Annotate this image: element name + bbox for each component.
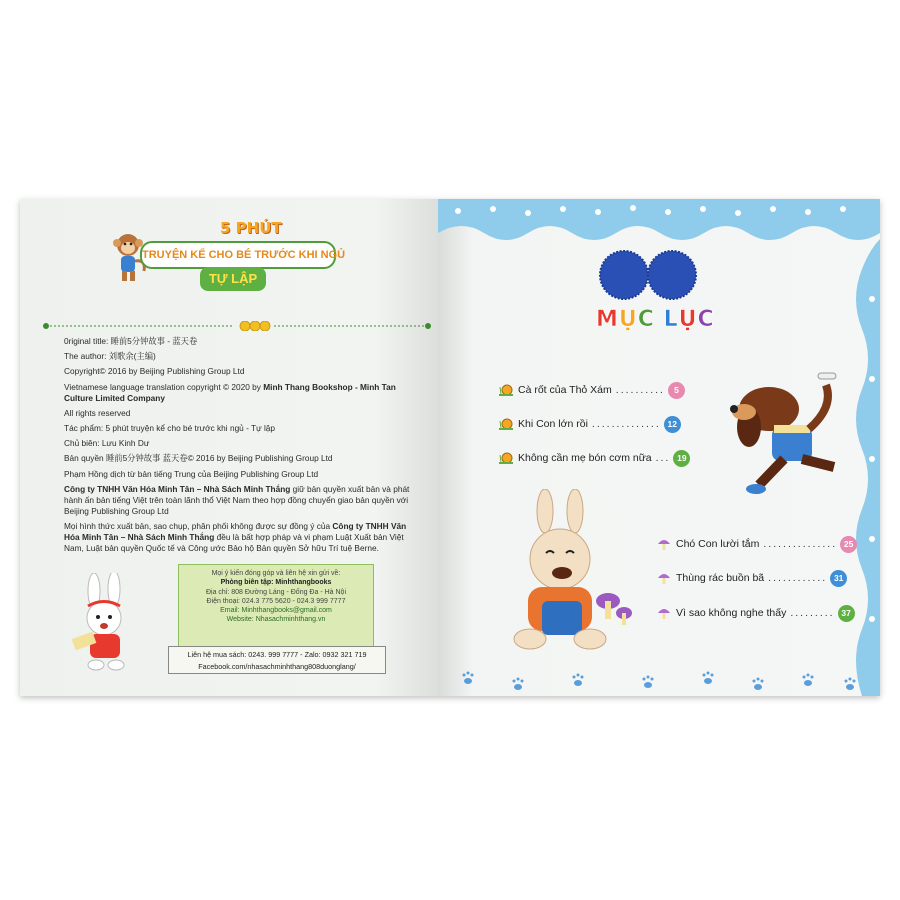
toc-page-number: 25	[840, 536, 857, 553]
contact-box	[178, 564, 374, 655]
toc-leader-dots: ..........	[615, 384, 665, 396]
heading-letter: M	[596, 307, 619, 332]
book-title-logo	[108, 219, 346, 304]
toc-title: Chó Con lười tắm	[676, 538, 760, 550]
chief-editor: Chủ biên: Lưu Kinh Dư	[64, 438, 150, 449]
toc-page-number: 31	[830, 570, 847, 587]
license-text: Công ty TNHH Văn Hóa Minh Tân – Nhà Sách Minh Thắng giữ bản quyền xuất bản và phát hành ấn bản tiếng Việt trên toàn lãnh thổ Việt Nam theo hợp đồng chuyển giao bản quyền với Beijing Publishing Group Ltd	[64, 483, 410, 516]
contact-website: Website: Nhasachminhthang.vn	[226, 616, 326, 624]
copyright-page	[20, 199, 438, 696]
toc-leader-dots: ............	[768, 572, 828, 584]
purchase-box	[168, 646, 386, 674]
heading-letter	[655, 307, 664, 332]
heading-letter: Ụ	[618, 307, 638, 332]
toc-title: Vì sao không nghe thấy	[676, 607, 787, 619]
credit-line: 0riginal title: 睡前5分钟故事 - 蓝天卷	[64, 336, 198, 346]
translator: Phạm Hồng dịch từ bản tiếng Trung của Beijing Publishing Group Ltd	[64, 468, 319, 479]
toc-page-number: 5	[668, 382, 685, 399]
credits-text	[64, 336, 424, 558]
open-book	[20, 199, 880, 696]
warning-text: Mọi hình thức xuất bản, sao chụp, phân phối không được sự đồng ý của Công ty TNHH Văn Hóa Minh Tân – Nhà Sách Minh Thắng đều là bất hợp pháp và vi phạm Luật Xuất bản Việt Nam, Luật bản quyền Quốc tế và Công ước Bảo hộ Bản quyền Sở hữu Trí tuệ Berne.	[64, 520, 407, 553]
toc-page-number: 37	[838, 605, 855, 622]
toc-entry[interactable]	[498, 415, 681, 433]
title-top: 5 PHÚT	[220, 219, 282, 237]
credit-line: The author: 刘歌余(主编)	[64, 351, 156, 362]
toc-title: Không cần mẹ bón cơm nữa	[518, 452, 652, 464]
facebook-link: Facebook.com/nhasachminhthang808duonglang/	[198, 662, 356, 671]
scalloped-border-top	[438, 199, 880, 251]
bunny-eating-illustration	[490, 489, 635, 659]
toc-title: Thùng rác buồn bã	[676, 572, 765, 584]
dog-illustration	[714, 367, 864, 502]
contact-email: Email: Minhthangbooks@gmail.com	[220, 607, 332, 615]
contact-address: Địa chỉ: 808 Đường Láng - Đống Đa - Hà Nội	[205, 588, 346, 596]
ornament-divider	[42, 321, 432, 331]
toc-page-number: 12	[664, 416, 681, 433]
credit-line: Copyright© 2016 by Beijing Publishing Group Ltd	[64, 366, 245, 377]
toc-leader-dots: ...............	[763, 538, 838, 550]
table-of-contents-page	[438, 199, 880, 696]
snail-icon	[498, 417, 514, 431]
toc-title: Cà rốt của Thỏ Xám	[518, 384, 612, 396]
translation-copyright: Vietnamese language translation copyright © 2020 by Minh Thang Bookshop - Minh Tan Culture Limited Company	[64, 381, 396, 403]
toc-leader-dots: ..............	[591, 418, 661, 430]
contact-dept: Phòng biên tập: Minhthangbooks	[220, 579, 332, 587]
title-band: TRUYỆN KỂ CHO BÉ TRƯỚC KHI NGỦ	[140, 241, 336, 269]
heading-letter: Ụ	[678, 307, 698, 332]
mushroom-icon	[656, 606, 672, 620]
bunny-illustration	[70, 573, 150, 678]
toc-entry[interactable]	[656, 604, 855, 622]
heading-decoration	[598, 249, 698, 301]
heading-letter: C	[697, 307, 715, 332]
snail-icon	[498, 451, 514, 465]
paw-print-border	[438, 654, 880, 696]
mushroom-icon	[656, 537, 672, 551]
toc-entry[interactable]	[656, 535, 857, 553]
work-title: Tác phẩm: 5 phút truyện kể cho bé trước khi ngủ - Tự lập	[64, 422, 276, 433]
toc-heading	[596, 307, 715, 332]
toc-page-number: 19	[673, 450, 690, 467]
toc-entry[interactable]	[498, 449, 690, 467]
toc-leader-dots: ...	[655, 452, 671, 464]
contact-phone: Điện thoại: 024.3 775 5620 - 024.3 999 7777	[206, 597, 346, 605]
toc-entry[interactable]	[656, 569, 847, 587]
toc-title: Khi Con lớn rồi	[518, 418, 588, 430]
mushroom-icon	[656, 571, 672, 585]
rights-reserved: All rights reserved	[64, 407, 131, 418]
toc-leader-dots: .........	[790, 607, 835, 619]
contact-intro: Mọi ý kiến đóng góp và liên hệ xin gửi về:	[211, 570, 341, 577]
copyright-cn: Bản quyền 睡前5分钟故事 蓝天卷© 2016 by Beijing Publishing Group Ltd	[64, 453, 333, 464]
heading-letter: L	[663, 307, 679, 332]
toc-entry[interactable]	[498, 381, 685, 399]
heading-letter: C	[637, 307, 655, 332]
title-sub: TỰ LẬP	[200, 267, 266, 291]
purchase-phone: Liên hệ mua sách: 0243. 999 7777 - Zalo: 0932 321 719	[187, 650, 367, 659]
snail-icon	[498, 383, 514, 397]
